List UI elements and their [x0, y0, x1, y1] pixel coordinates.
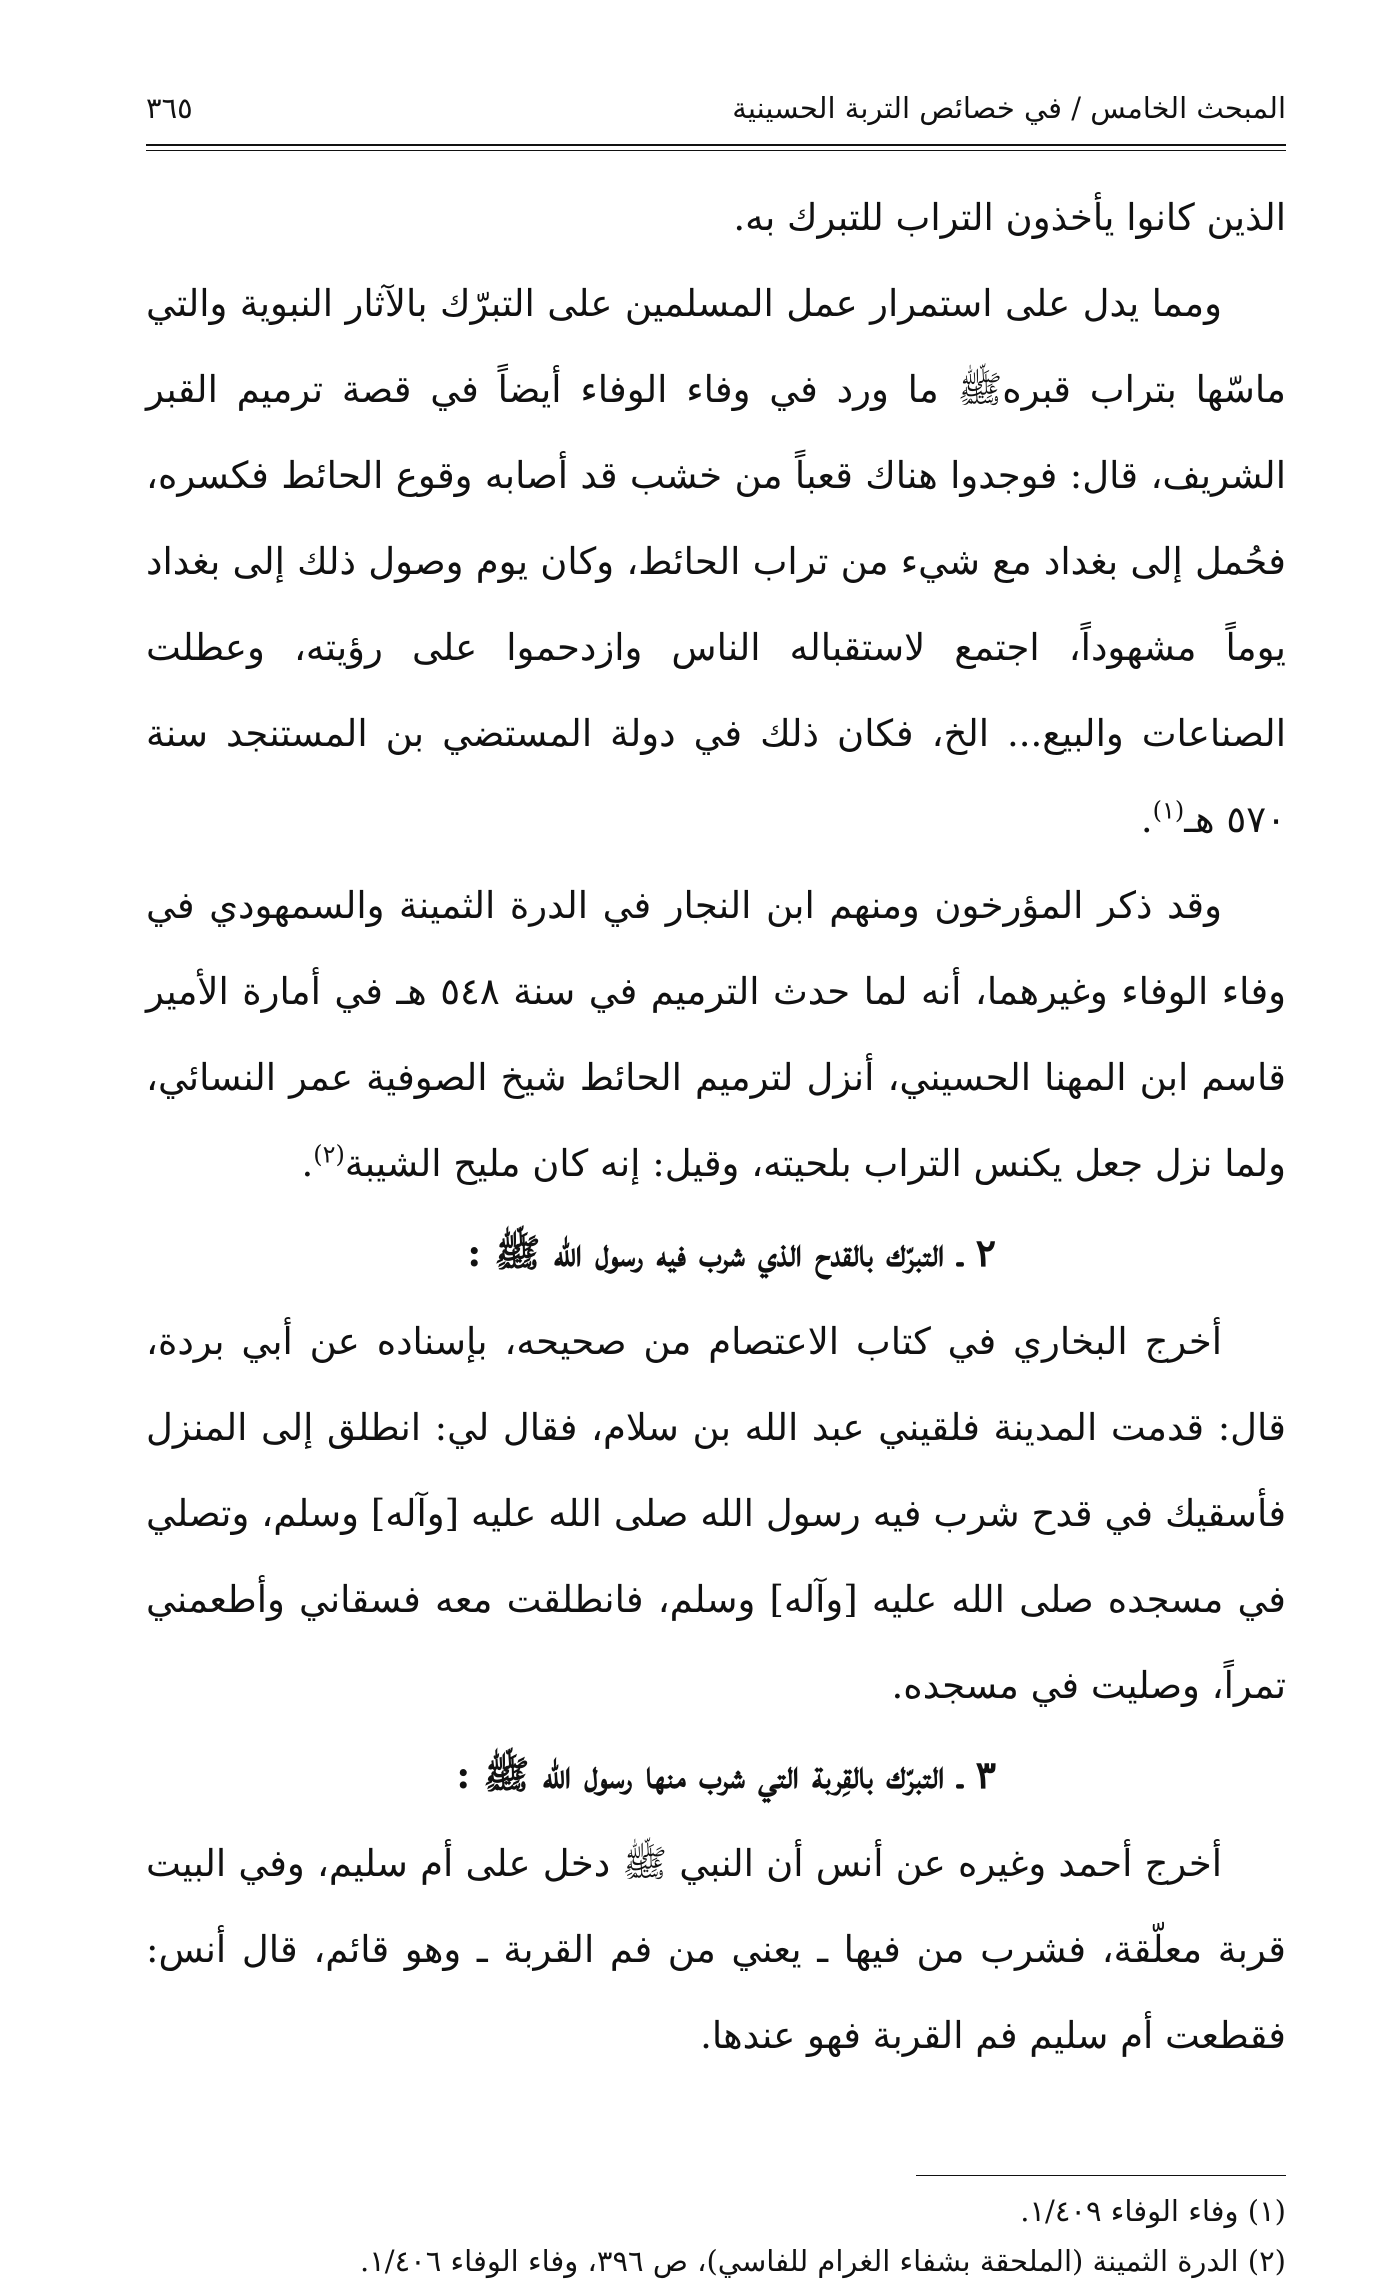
book-page [146, 80, 1286, 2278]
page-number: ٣٦٥ [146, 91, 193, 125]
running-title: المبحث الخامس / في خصائص التربة الحسينية [732, 91, 1286, 125]
paragraph-2-end: . [1140, 798, 1153, 841]
body-text [146, 175, 1286, 2079]
paragraph-2 [146, 261, 1286, 863]
footnote-ref-2: (٢) [313, 1140, 345, 1169]
paragraph-3 [146, 863, 1286, 1207]
paragraph-4: أخرج البخاري في كتاب الاعتصام من صحيحه، بإسناده عن أبي بردة، قال: قدمت المدينة فلقيني عبد الله بن سلام، فقال لي: انطلق إلى المنزل فأسقيك في قدح شرب فيه رسول الله صلى الله عليه [وآله] وسلم، وتصلي في مسجده صلى الله عليه [وآله] وسلم، فانطلقت معه فسقاني وأطعمني تمراً، وصليت في مسجده. [146, 1320, 1286, 1707]
paragraph-5: أخرج أحمد وغيره عن أنس أن النبي ﷺ دخل على أم سليم، وفي البيت قربة معلّقة، فشرب من فيها ـ يعني من فم القربة ـ وهو قائم، قال أنس: فقطعت أم سليم فم القربة فهو عندها. [146, 1842, 1286, 2057]
footnote-2: (٢) الدرة الثمينة (الملحقة بشفاء الغرام للفاسي)، ص ٣٩٦، وفاء الوفاء ١/٤٠٦. [360, 2244, 1286, 2278]
section-heading-3: ٣ ـ التبرّك بالقِربة التي شرب منها رسول الله ﷺ : [456, 1752, 996, 1797]
paragraph-2-text: ومما يدل على استمرار عمل المسلمين على التبرّك بالآثار النبوية والتي ماسّها بتراب قبرهﷺ ما ورد في وفاء الوفاء أيضاً في قصة ترميم القبر الشريف، قال: فوجدوا هناك قعباً من خشب قد أصابه وقوع الحائط فكسره، فحُمل إلى بغداد مع شيء من تراب الحائط، وكان يوم وصول ذلك إلى بغداد يوماً مشهوداً، اجتمع لاستقباله الناس وازدحموا على رؤيته، وعطلت الصناعات والبيع... الخ، فكان ذلك في دولة المستضي بن المستنجد سنة ٥٧٠ هـ [146, 282, 1286, 841]
footnote-rule [916, 2175, 1286, 2176]
footnote-ref-1: (١) [1152, 796, 1185, 825]
paragraph-1: الذين كانوا يأخذون التراب للتبرك به. [733, 196, 1286, 239]
section-heading-2: ٢ ـ التبرّك بالقدح الذي شرب فيه رسول الله ﷺ : [467, 1230, 996, 1275]
running-header [146, 80, 1286, 136]
footnotes [146, 2186, 1286, 2286]
paragraph-3-text: وقد ذكر المؤرخون ومنهم ابن النجار في الدرة الثمينة والسمهودي في وفاء الوفاء وغيرهما، أنه لما حدث الترميم في سنة ٥٤٨ هـ في أمارة الأمير قاسم ابن المهنا الحسيني، أنزل لترميم الحائط شيخ الصوفية عمر النسائي، ولما نزل جعل يكنس التراب بلحيته، وقيل: إنه كان مليح الشيبة [146, 884, 1286, 1185]
footnote-1: (١) وفاء الوفاء ١/٤٠٩. [1020, 2194, 1286, 2228]
paragraph-3-end: . [301, 1142, 314, 1185]
header-rule-thin [146, 150, 1286, 151]
header-rule [146, 144, 1286, 146]
